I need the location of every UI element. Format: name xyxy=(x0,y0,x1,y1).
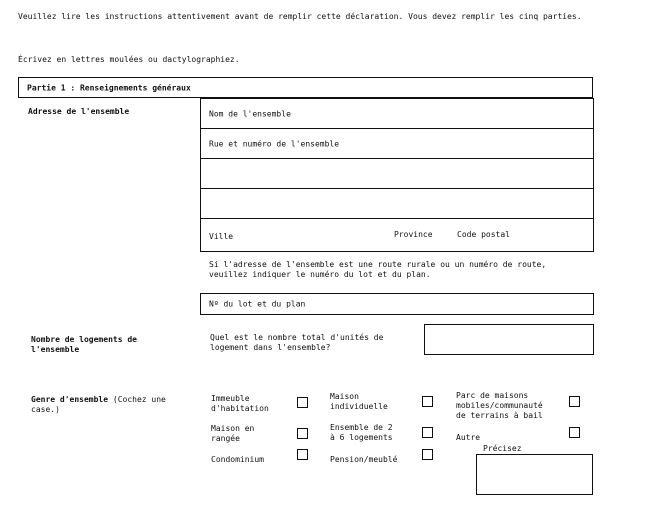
specify-label: Précisez xyxy=(483,444,522,453)
option-row-house-label: Maison en rangée xyxy=(211,424,255,443)
option-2-6-units-label: Ensemble de 2 à 6 logements xyxy=(330,423,393,442)
lot-plan-field[interactable] xyxy=(200,293,594,315)
option-mobile-park-label: Parc de maisons mobiles/communauté de terrains à bail xyxy=(456,391,543,420)
option-2-6-units-checkbox[interactable] xyxy=(422,427,433,438)
province-label: Province xyxy=(394,230,433,239)
option-condominium-label: Condominium xyxy=(211,455,264,464)
project-name-label: Nom de l'ensemble xyxy=(209,109,291,118)
option-single-house-checkbox[interactable] xyxy=(422,396,433,407)
option-other-checkbox[interactable] xyxy=(569,427,580,438)
units-question: Quel est le nombre total d'unités de logement dans l'ensemble? xyxy=(210,333,384,352)
city-label: Ville xyxy=(209,232,234,241)
option-row-house-checkbox[interactable] xyxy=(297,428,308,439)
type-label xyxy=(31,395,166,415)
option-apartment-label: Immeuble d'habitation xyxy=(211,394,269,413)
address-label: Adresse de l'ensemble xyxy=(28,107,130,116)
instructions-line-2: Écrivez en lettres moulées ou dactylographiez. xyxy=(18,55,240,64)
instructions-line-1: Veuillez lire les instructions attentivement avant de remplir cette déclaration. Vous devez remplir les cinq parties. xyxy=(18,12,582,21)
project-name-field[interactable] xyxy=(200,98,594,129)
option-single-house-label: Maison individuelle xyxy=(330,392,388,411)
part1-header-box xyxy=(18,77,593,98)
units-label: Nombre de logements de l'ensemble xyxy=(31,335,137,354)
specify-input[interactable] xyxy=(476,454,593,495)
postal-code-label: Code postal xyxy=(457,230,510,239)
option-condominium-checkbox[interactable] xyxy=(297,449,308,460)
address-line-4-field[interactable] xyxy=(200,188,594,219)
option-apartment-checkbox[interactable] xyxy=(297,397,308,408)
option-mobile-park-checkbox[interactable] xyxy=(569,396,580,407)
street-label: Rue et numéro de l'ensemble xyxy=(209,139,340,148)
units-input[interactable] xyxy=(424,324,594,355)
type-label-bold: Genre d'ensemble xyxy=(31,395,109,404)
type-label-rest: (Cochez une case.) xyxy=(31,395,166,414)
city-province-postal-field[interactable] xyxy=(200,218,594,252)
option-other-label: Autre xyxy=(456,433,481,442)
address-line-3-field[interactable] xyxy=(200,158,594,189)
street-field[interactable] xyxy=(200,128,594,159)
option-boarding-checkbox[interactable] xyxy=(422,449,433,460)
lot-plan-label: Nº du lot et du plan xyxy=(209,299,306,309)
part1-header: Partie 1 : Renseignements généraux xyxy=(27,83,191,92)
rural-route-note: Si l'adresse de l'ensemble est une route rurale ou un numéro de route, veuillez indiquer le numéro du lot et du plan. xyxy=(209,260,547,279)
option-boarding-label: Pension/meublé xyxy=(330,455,398,464)
